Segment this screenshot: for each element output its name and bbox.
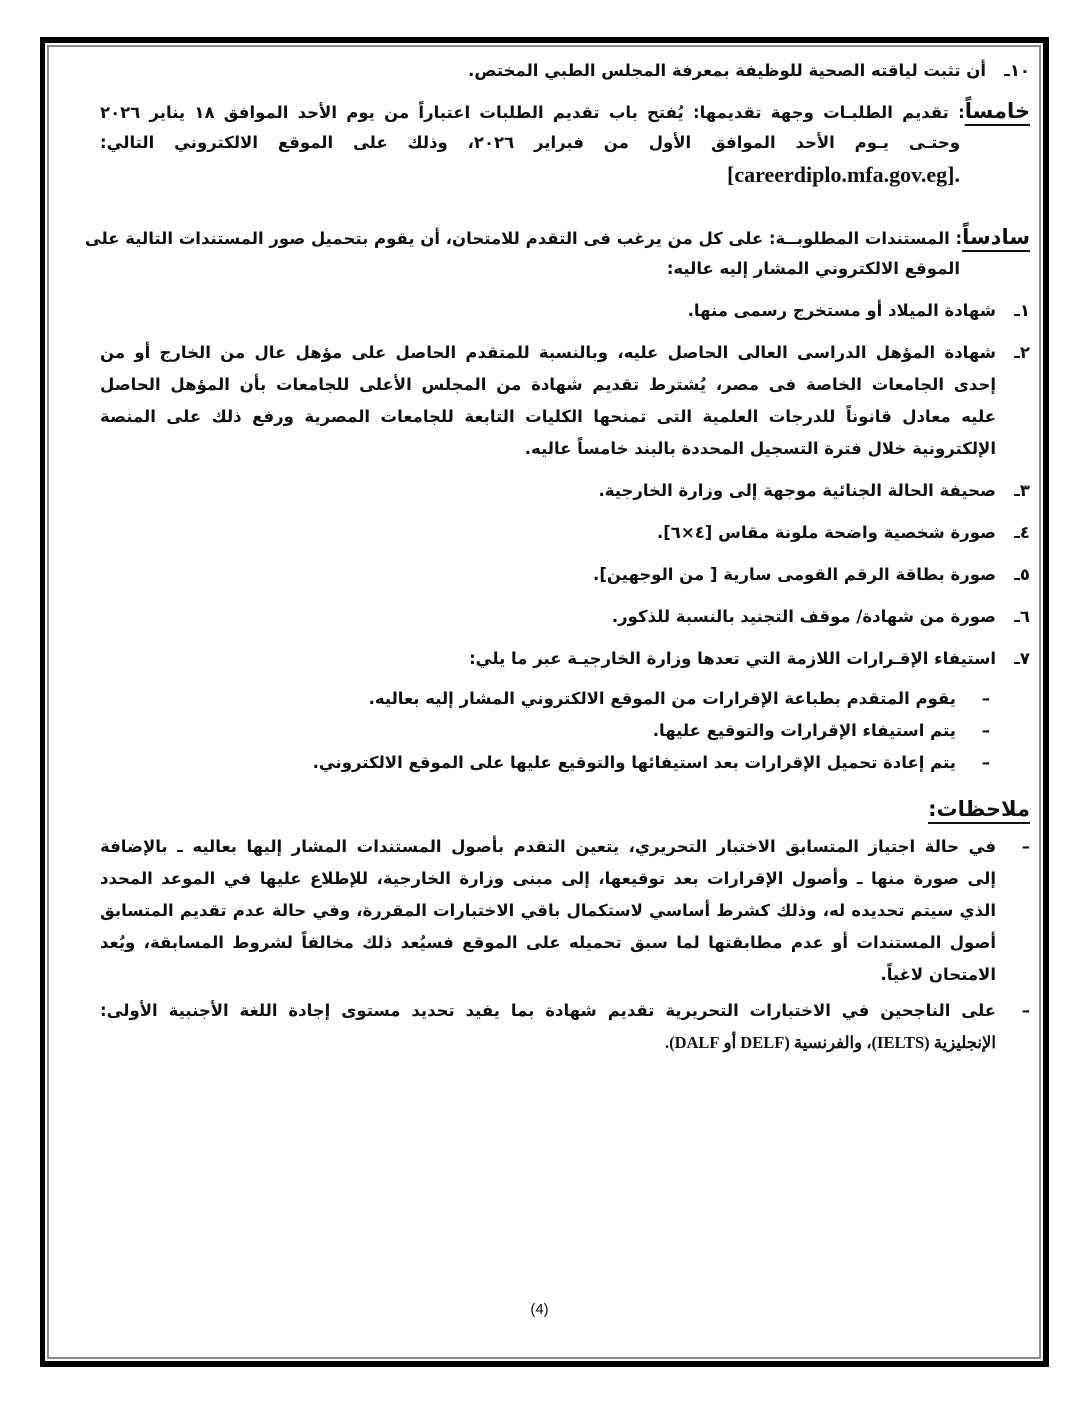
note-text: الامتحان لاغياً.: [880, 965, 996, 984]
doc-item-4: [100, 517, 1030, 549]
section-6-text-1: : المستندات المطلوبــة: على كل من يرغب فى التقدم للامتحان، أن يقوم بتحميل صور المستندات التالية على: [84, 229, 963, 248]
section-5-line-2: [100, 127, 1030, 159]
sub-item-text: يتم إعادة تحميل الإقرارات بعد استيفائها والتوقيع عليها على الموقع الالكتروني.: [312, 753, 956, 772]
item-text: صورة بطاقة الرقم القومى سارية [ من الوجهين].: [593, 565, 996, 584]
dash-bullet: –: [1021, 837, 1030, 856]
sub-item-text: يقوم المتقدم بطباعة الإقرارات من الموقع الالكتروني المشار إليه بعاليه.: [368, 689, 956, 708]
doc-item-7: [100, 643, 1030, 675]
item-text: صحيفة الحالة الجنائية موجهة إلى وزارة الخارجية.: [598, 481, 996, 500]
item-number: ٥ـ: [1014, 565, 1030, 584]
note-2: [100, 995, 1030, 1059]
sub-item-2: [100, 715, 1030, 747]
section-5-line-3: [100, 159, 1030, 191]
section-5-text-2: وحتـى يـوم الأحد الموافق الأول من فبراير ٢٠٢٦، وذلك على الموقع الالكتروني التالي:: [100, 133, 960, 152]
doc-item-6: [100, 601, 1030, 633]
sub-item-text: يتم استيفاء الإقرارات والتوقيع عليها.: [652, 721, 956, 740]
section-5-text-1: يُفتح باب تقديم الطلبات اعتباراً من يوم الأحد الموافق ١٨ يناير ٢٠٢٦: [100, 103, 684, 122]
item-number: ٤ـ: [1014, 523, 1030, 542]
doc-item-1: [100, 295, 1030, 327]
item-number: ٣ـ: [1014, 481, 1030, 500]
doc-item-3: [100, 475, 1030, 507]
document-body: [84, 55, 1031, 1059]
sub-item-3: [100, 747, 1030, 779]
item-text: صورة من شهادة/ موقف التجنيد بالنسبة للذكور.: [611, 607, 996, 626]
item-text: شهادة المؤهل الدراسى العالى الحاصل عليه، وبالنسبة للمتقدم الحاصل على مؤهل عال من الخارج أو من: [100, 343, 996, 362]
note-1: [100, 831, 1030, 991]
item-text: عليه معادل قانوناً للدرجات العلمية التى تمنحها الكليات التابعة للجامعات المصرية ورفع ذلك على المنصة: [100, 407, 996, 426]
section-5-heading: خامساً: [964, 99, 1031, 123]
item-text: الإلكترونية خلال فترة التسجيل المحددة بالبند خامساً عاليه.: [524, 439, 996, 458]
dash-bullet: –: [981, 721, 990, 740]
note-text: إلى صورة منها ـ وأصول الإقرارات بعد توقيعها، إلى مبنى وزارة الخارجية، للإطلاع عليها في الموعد المحدد: [100, 869, 996, 888]
doc-item-5: [100, 559, 1030, 591]
dash-bullet: –: [981, 753, 990, 772]
dash-bullet: –: [981, 689, 990, 708]
section-6-text-2: الموقع الالكتروني المشار إليه عاليه:: [666, 259, 960, 278]
item-text: استيفاء الإقـرارات اللازمة التي تعدها وزارة الخارجيـة عبر ما يلي:: [469, 649, 996, 668]
item-number: ١ـ: [1014, 301, 1030, 320]
page-number: (4): [530, 1301, 549, 1318]
notes-heading: ملاحظات:: [928, 797, 1030, 821]
note-text: في حالة اجتياز المتسابق الاختبار التحريري، يتعين التقدم بأصول المستندات المشار إليها بعاليه ـ بالإضافة: [100, 837, 996, 856]
item-number: ٧ـ: [1014, 649, 1030, 668]
item-10: [100, 55, 1030, 87]
website-url[interactable]: .[careerdiplo.mfa.gov.eg]: [727, 162, 960, 187]
note-text: على الناجحين في الاختبارات التحريرية تقديم شهادة بما يفيد تحديد مستوى إجادة اللغة الأجنبية الأولى:: [100, 1001, 996, 1020]
section-6-line-2: [100, 253, 1030, 285]
item-number: ٦ـ: [1014, 607, 1030, 626]
item-number: ٢ـ: [1014, 343, 1030, 362]
section-6-heading: سادساً: [962, 225, 1030, 249]
note-text: الذي سيتم تحديده له، وذلك كشرط أساسي لاستكمال باقي الاختبارات المقررة، وفي حالة عدم تقديم المتسابق: [100, 901, 996, 920]
notes-heading-row: [100, 793, 1030, 825]
section-5-line-1: [100, 95, 1030, 127]
item-text: شهادة الميلاد أو مستخرج رسمى منها.: [687, 301, 996, 320]
item-number: ١٠ـ: [1004, 61, 1030, 80]
note-text: الإنجليزية (IELTS)، والفرنسية (DELF أو DALF).: [664, 1033, 996, 1052]
section-5-title: : تقديم الطلبـات وجهة تقديمها:: [683, 103, 965, 122]
doc-item-2: [100, 337, 1030, 465]
item-text: صورة شخصية واضحة ملونة مقاس [٤×٦].: [656, 523, 996, 542]
item-text: أن تثبت لياقته الصحية للوظيفة بمعرفة المجلس الطبي المختص.: [468, 61, 986, 80]
section-6-line-1: [84, 221, 1030, 253]
item-text: إحدى الجامعات الخاصة فى مصر، يُشترط تقديم شهادة من المجلس الأعلى للجامعات بأن المؤهل الحاصل: [100, 375, 996, 394]
dash-bullet: –: [1021, 1001, 1030, 1020]
sub-item-1: [100, 683, 1030, 715]
note-text: أصول المستندات أو عدم مطابقتها لما سبق تحميله على الموقع فسيُعد ذلك مخالفاً لشروط المسابقة، ويُعد: [100, 933, 996, 952]
